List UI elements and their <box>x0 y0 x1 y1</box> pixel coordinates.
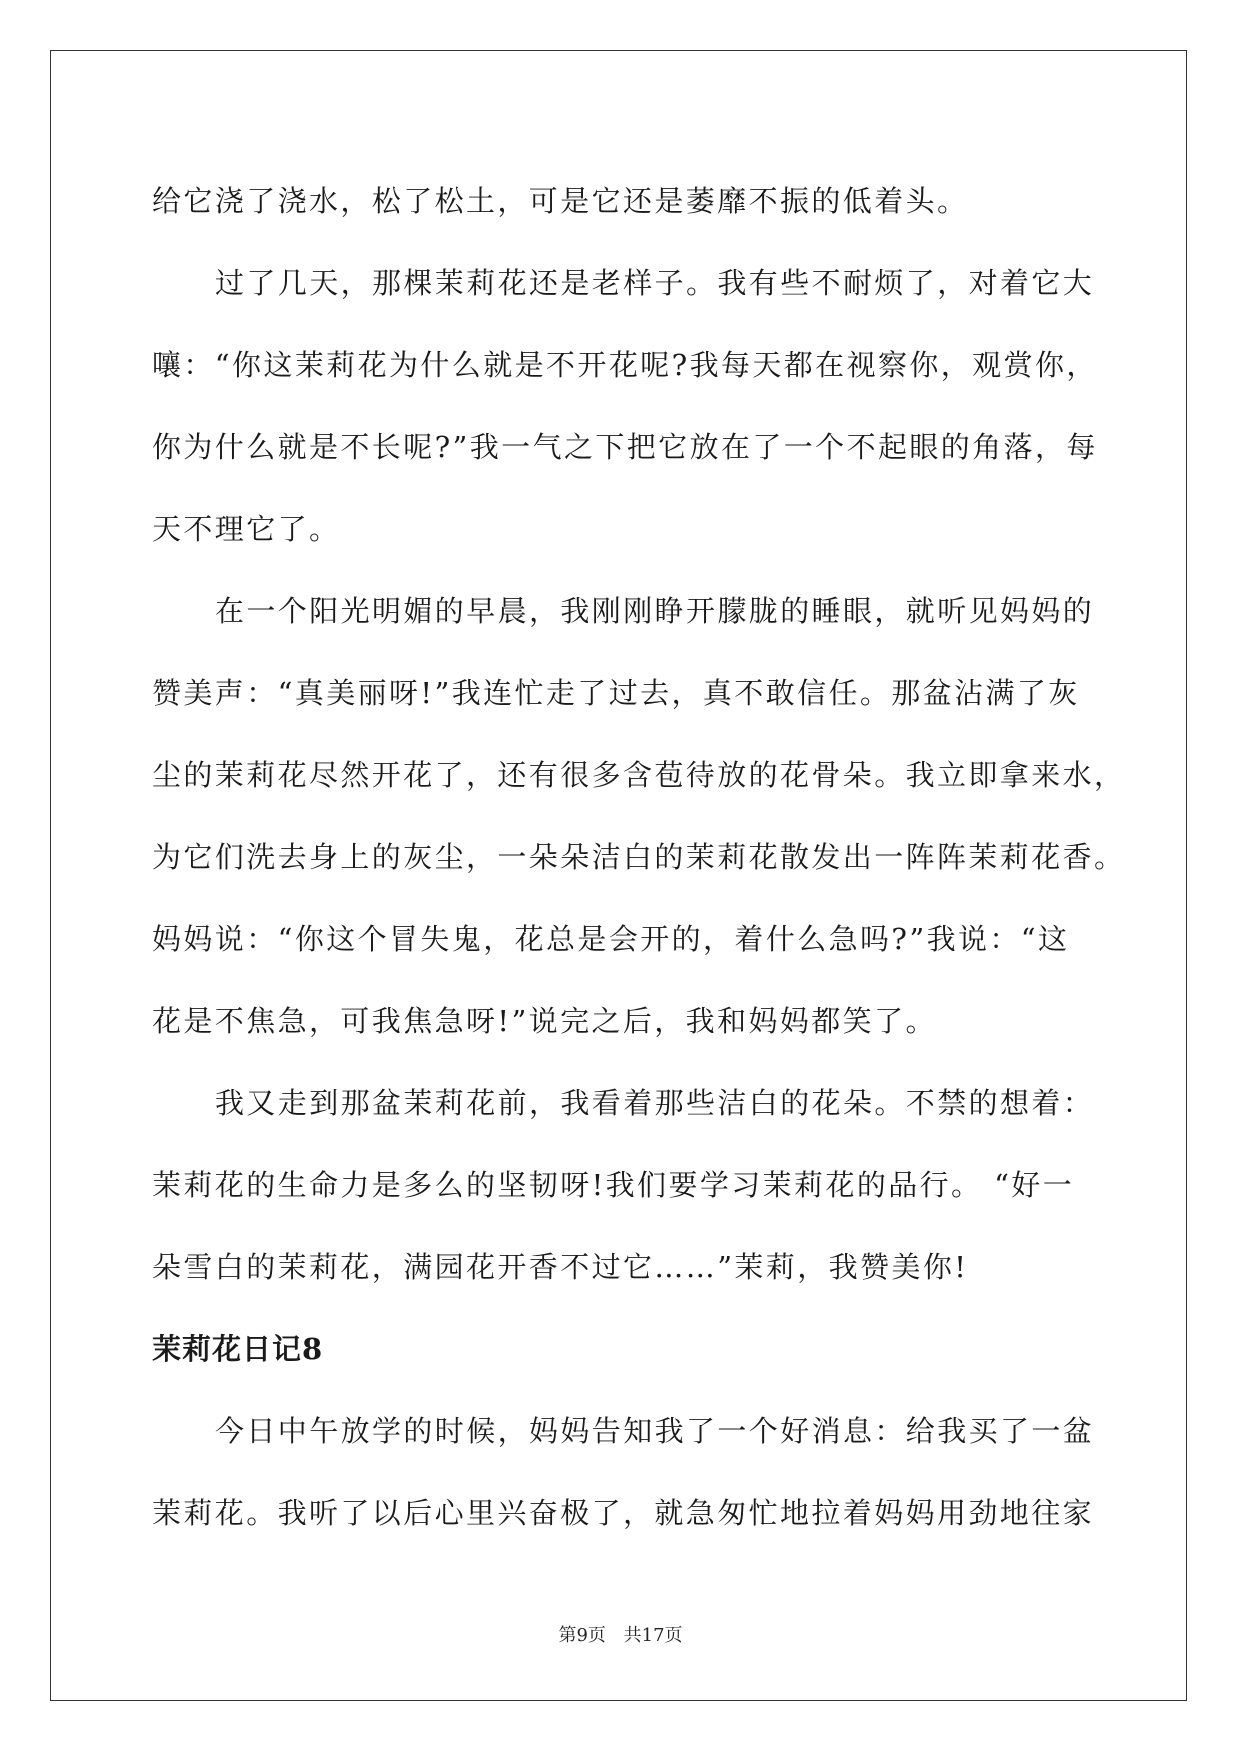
body-line: 你为什么就是不长呢?”我一气之下把它放在了一个不起眼的角落，每 <box>152 430 1098 464</box>
body-line: 赞美声：“真美丽呀!”我连忙走了过去，真不敢信任。那盆沾满了灰 <box>152 676 1080 710</box>
body-line: 茉莉花的生命力是多么的坚韧呀!我们要学习茉莉花的品行。 “好一 <box>152 1168 1075 1202</box>
body-line: 我又走到那盆茉莉花前，我看着那些洁白的花朵。不禁的想着： <box>215 1086 1095 1120</box>
body-line: 今日中午放学的时候，妈妈告知我了一个好消息：给我买了一盆 <box>215 1414 1095 1448</box>
page-number: 第9页 <box>558 1625 606 1646</box>
body-line: 过了几天，那棵茉莉花还是老样子。我有些不耐烦了，对着它大 <box>215 266 1095 300</box>
section-heading: 茉莉花日记8 <box>152 1332 324 1366</box>
document-body <box>152 160 1126 1554</box>
page-footer <box>0 1621 1241 1647</box>
body-line: 在一个阳光明媚的早晨，我刚刚睁开朦胧的睡眼，就听见妈妈的 <box>215 594 1095 628</box>
body-line: 尘的茉莉花尽然开花了，还有很多含苞待放的花骨朵。我立即拿来水， <box>152 758 1126 792</box>
body-line: 天不理它了。 <box>152 512 341 546</box>
body-line: 嚷：“你这茉莉花为什么就是不开花呢?我每天都在视察你，观赏你， <box>152 348 1098 382</box>
body-line: 为它们洗去身上的灰尘，一朵朵洁白的茉莉花散发出一阵阵茉莉花香。 <box>152 840 1126 874</box>
page-total: 共17页 <box>623 1625 683 1646</box>
body-line: 茉莉花。我听了以后心里兴奋极了，就急匆忙地拉着妈妈用劲地往家 <box>152 1496 1095 1530</box>
body-line: 妈妈说：“你这个冒失鬼，花总是会开的，着什么急吗?”我说：“这 <box>152 922 1070 956</box>
body-line: 花是不焦急，可我焦急呀!”说完之后，我和妈妈都笑了。 <box>152 1004 937 1038</box>
body-line: 朵雪白的茉莉花，满园花开香不过它……”茉莉，我赞美你! <box>152 1250 969 1284</box>
body-line: 给它浇了浇水，松了松土，可是它还是萎靡不振的低着头。 <box>152 184 969 218</box>
